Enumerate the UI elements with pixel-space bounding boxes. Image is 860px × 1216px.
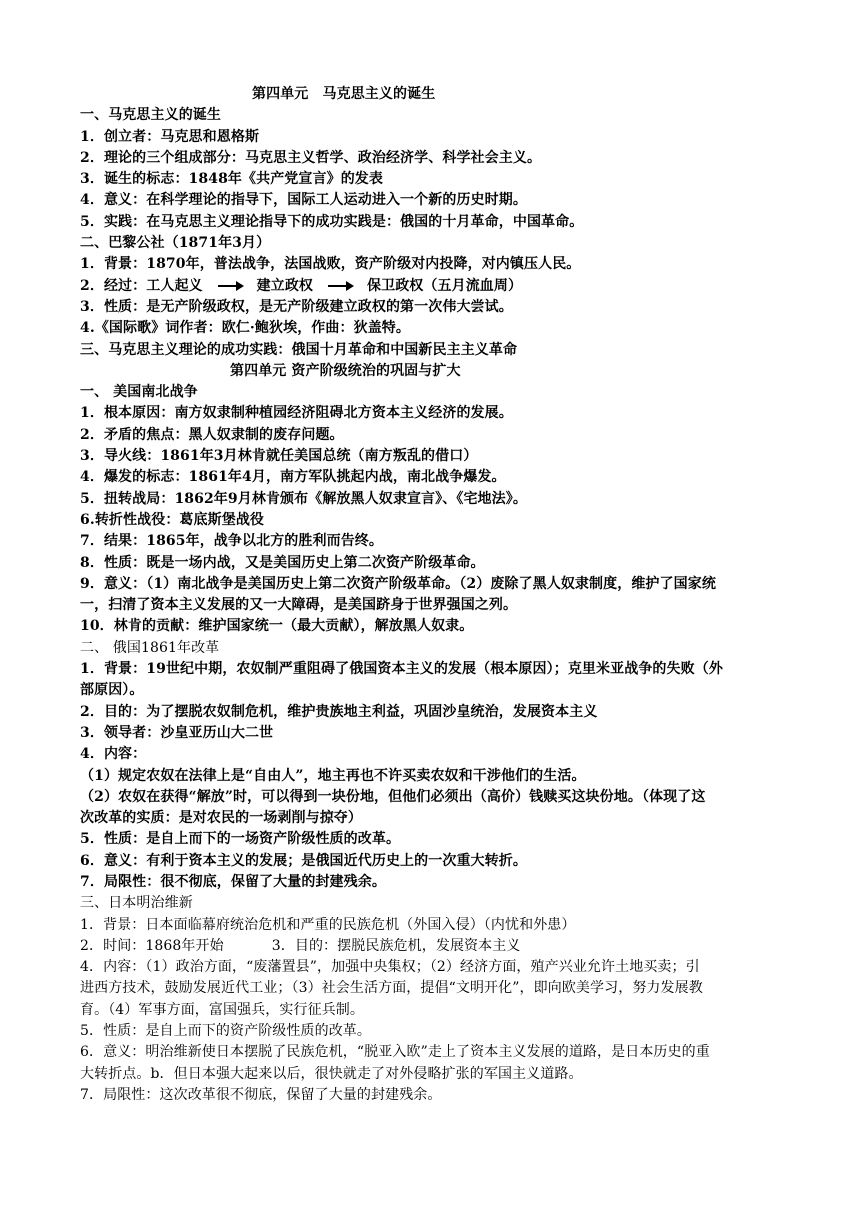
text-line: 6．意义：有利于资本主义的发展；是俄国近代历史上的一次重大转折。: [80, 852, 527, 869]
text-line: 3．性质：是无产阶级政权，是无产阶级建立政权的第一次伟大尝试。: [80, 298, 513, 315]
text-line: 三、马克思主义理论的成功实践：俄国十月革命和中国新民主主义革命: [80, 341, 518, 358]
text-line: （2）农奴在获得“解放”时，可以得到一块份地，但他们必须出（高价）钱赎买这块份地。（体现了这: [80, 788, 706, 805]
text-line: 4．内容：: [80, 746, 147, 763]
purpose-text: 3．目的：摆脱民族危机，发展资本主义: [271, 937, 521, 954]
text-line: 4．爆发的标志：1861年4月，南方军队挑起内战，南北战争爆发。: [80, 469, 506, 486]
text-line: 一、 美国南北战争: [80, 384, 198, 401]
text-line: 大转折点。b．但日本强大起来以后，很快就走了对外侵略扩张的军国主义道路。: [80, 1065, 583, 1082]
unit-title-bourgeois: 第四单元 资产阶级统治的巩固与扩大: [230, 362, 461, 379]
text-line: 5．扭转战局：1862年9月林肯颁布《解放黑人奴隶宣言》、《宅地法》。: [80, 490, 527, 507]
text-line: 进西方技术，鼓励发展近代工业；（3）社会生活方面，提倡“文明开化”，即向欧美学习，努力发展教: [80, 980, 703, 997]
document-page: [80, 84, 780, 1106]
text-line: 5．实践：在马克思主义理论指导下的成功实践是：俄国的十月革命，中国革命。: [80, 213, 584, 230]
text-line: 2．矛盾的焦点：黑人奴隶制的废存问题。: [80, 426, 344, 443]
arrow-right-icon: [218, 281, 244, 291]
section-marxism: [80, 105, 780, 361]
text-line: 2．理论的三个组成部分：马克思主义哲学、政治经济学、科学社会主义。: [80, 149, 542, 166]
process-prefix: 2．经过：工人起义: [80, 277, 203, 294]
text-line: 次改革的实质：是对农民的一场剥削与掠夺）: [80, 810, 362, 827]
text-line: 4．意义：在科学理论的指导下，国际工人运动进入一个新的历史时期。: [80, 192, 527, 209]
text-line: 4．内容：（1）政治方面，“废藩置县”，加强中央集权；（2）经济方面，殖产兴业允许土地买卖；引: [80, 959, 700, 976]
time-purpose-line: [80, 936, 780, 957]
text-line: 育。（4）军事方面，富国强兵，实行征兵制。: [80, 1001, 365, 1018]
text-line: 1．创立者：马克思和恩格斯: [80, 128, 260, 145]
process-step-2: 建立政权: [256, 277, 314, 294]
text-line: 3．诞生的标志：1848年《共产党宣言》的发表: [80, 171, 384, 188]
text-line: 一，扫清了资本主义发展的又一大障碍，是美国跻身于世界强国之列。: [80, 597, 518, 614]
process-step-3: 保卫政权（五月流血周）: [367, 277, 523, 294]
text-line: 二、 俄国1861年改革: [80, 639, 220, 656]
text-line: 6．意义：明治维新使日本摆脱了民族危机，“脱亚入欧”走上了资本主义发展的道路，是日本历史的重: [80, 1044, 710, 1061]
text-line: 7．局限性：很不彻底，保留了大量的封建残余。: [80, 873, 386, 890]
text-line: 7．结果：1865年，战争以北方的胜利而告终。: [80, 533, 384, 550]
text-line: 1．背景：日本面临幕府统治危机和严重的民族危机（外国入侵）（内忧和外患）: [80, 916, 576, 933]
process-line: [80, 276, 780, 297]
text-line: （1）规定农奴在法律上是“自由人”，地主再也不许买卖农奴和干涉他们的生活。: [80, 767, 586, 784]
text-line: 1．背景：1870年，普法战争，法国战败，资产阶级对内投降，对内镇压人民。: [80, 256, 581, 273]
text-line: 一、马克思主义的诞生: [80, 107, 221, 124]
text-line: 3．导火线：1861年3月林肯就任美国总统（南方叛乱的借口）: [80, 448, 478, 465]
text-line: 1．背景：19世纪中期，农奴制严重阻碍了俄国资本主义的发展（根本原因）；克里米亚战争的失败（外: [80, 661, 723, 678]
unit-title-marxism: 第四单元 马克思主义的诞生: [252, 86, 436, 102]
text-line: 6.转折性战役：葛底斯堡战役: [80, 511, 265, 528]
text-line: 二、巴黎公社（1871年3月）: [80, 235, 271, 252]
text-line: 3．领导者：沙皇亚历山大二世: [80, 724, 274, 741]
text-line: 1．根本原因：南方奴隶制种植园经济阻碍北方资本主义经济的发展。: [80, 405, 513, 422]
time-text: 2．时间：1868年开始: [80, 937, 224, 954]
text-line: 5．性质：是自上而下的资产阶级性质的改革。: [80, 1023, 372, 1040]
text-line: 8．性质：既是一场内战，又是美国历史上第二次资产阶级革命。: [80, 554, 485, 571]
text-line: 7．局限性：这次改革很不彻底，保留了大量的封建残余。: [80, 1086, 442, 1103]
text-line: 9．意义：（1）南北战争是美国历史上第二次资产阶级革命。（2）废除了黑人奴隶制度，维护了国家统: [80, 575, 716, 592]
text-line: 三、日本明治维新: [80, 895, 193, 912]
section-bourgeois: [80, 382, 780, 1106]
text-line: 5．性质：是自上而下的一场资产阶级性质的改革。: [80, 831, 401, 848]
text-line: 10．林肯的贡献：维护国家统一（最大贡献），解放黑人奴隶。: [80, 618, 474, 635]
text-line: 2．目的：为了摆脱农奴制危机，维护贵族地主利益，巩固沙皇统治，发展资本主义: [80, 703, 598, 720]
text-line: 4.《国际歌》词作者：欧仁·鲍狄埃，作曲：狄盖特。: [80, 320, 410, 337]
text-line: 部原因）。: [80, 682, 144, 699]
arrow-right-icon: [328, 281, 354, 291]
